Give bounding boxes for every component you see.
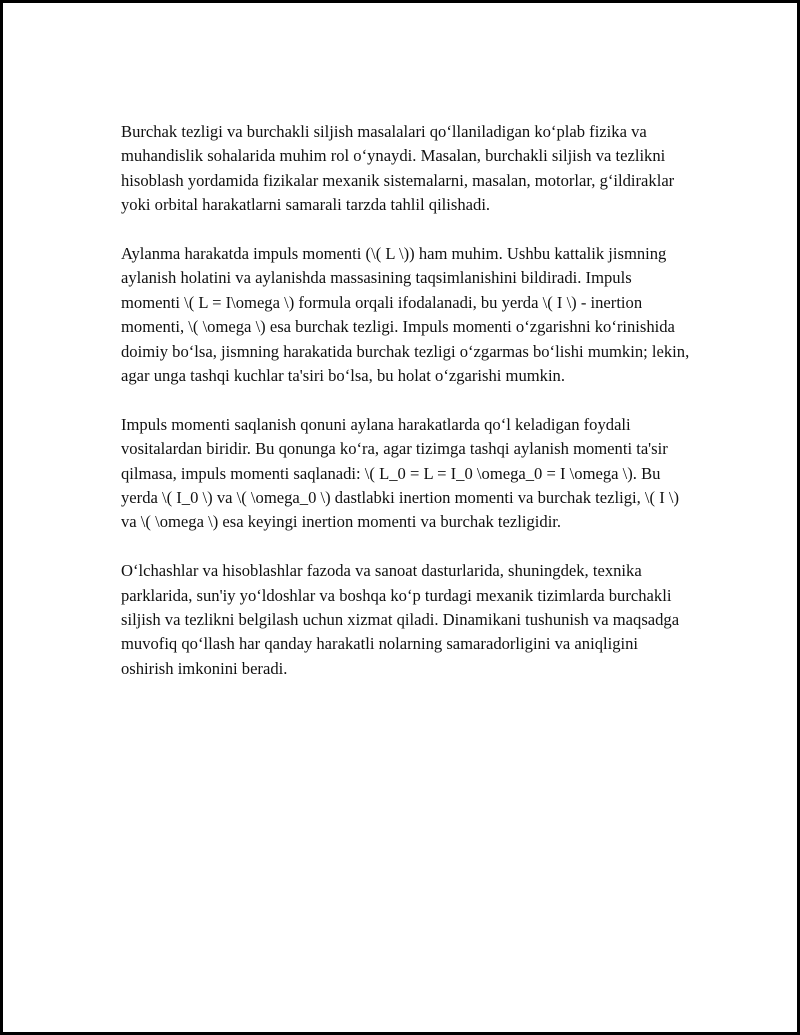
paragraph: Aylanma harakatda impuls momenti (\( L \)) ham muhim. Ushbu kattalik jismning aylanish holatini va aylanishda massasining taqsimlanishini bildiradi. Impuls momenti \( L = I\omega \) formula orqali ifodalanadi, bu yerda \( I \) - inertion momenti, \( \omega \) esa burchak tezligi. Impuls momenti o‘zgarishni ko‘rinishida doimiy bo‘lsa, jismning harakatida burchak tezligi o‘zgarmas bo‘lishi mumkin; lekin, agar unga tashqi kuchlar ta'siri bo‘lsa, bu holat o‘zgarishi mumkin. xyxy=(121,244,690,386)
paragraph: Impuls momenti saqlanish qonuni aylana harakatlarda qo‘l keladigan foydali vositalardan biridir. Bu qonunga ko‘ra, agar tizimga tashqi aylanish momenti ta'sir qilmasa, impuls momenti saqlanadi: \( L_0 = L = I_0 \omega_0 = I \omega \). Bu yerda \( I_0 \) va \( \omega_0 \) dastlabki inertion momenti va burchak tezligi, \( I \) va \( \omega \) esa keyingi inertion momenti va burchak tezligidir. xyxy=(121,414,680,532)
document-body xyxy=(121,120,693,706)
paragraph: Burchak tezligi va burchakli siljish masalalari qo‘llaniladigan ko‘plab fizika va muhandislik sohalarida muhim rol o‘ynaydi. Masalan, burchakli siljish va tezlikni hisoblash yordamida fizikalar mexanik sistemalarni, masalan, motorlar, g‘ildiraklar yoki orbital harakatlarni samarali tarzda tahlil qilishadi. xyxy=(121,122,675,215)
paragraph: O‘lchashlar va hisoblashlar fazoda va sanoat dasturlarida, shuningdek, texnika parklarida, sun'iy yo‘ldoshlar va boshqa ko‘p turdagi mexanik tizimlarda burchakli siljish va tezlikni belgilash uchun xizmat qiladi. Dinamikani tushunish va maqsadga muvofiq qo‘llash har qanday harakatli nolarning samaradorligini va aniqligini oshirish imkonini beradi. xyxy=(121,561,680,678)
